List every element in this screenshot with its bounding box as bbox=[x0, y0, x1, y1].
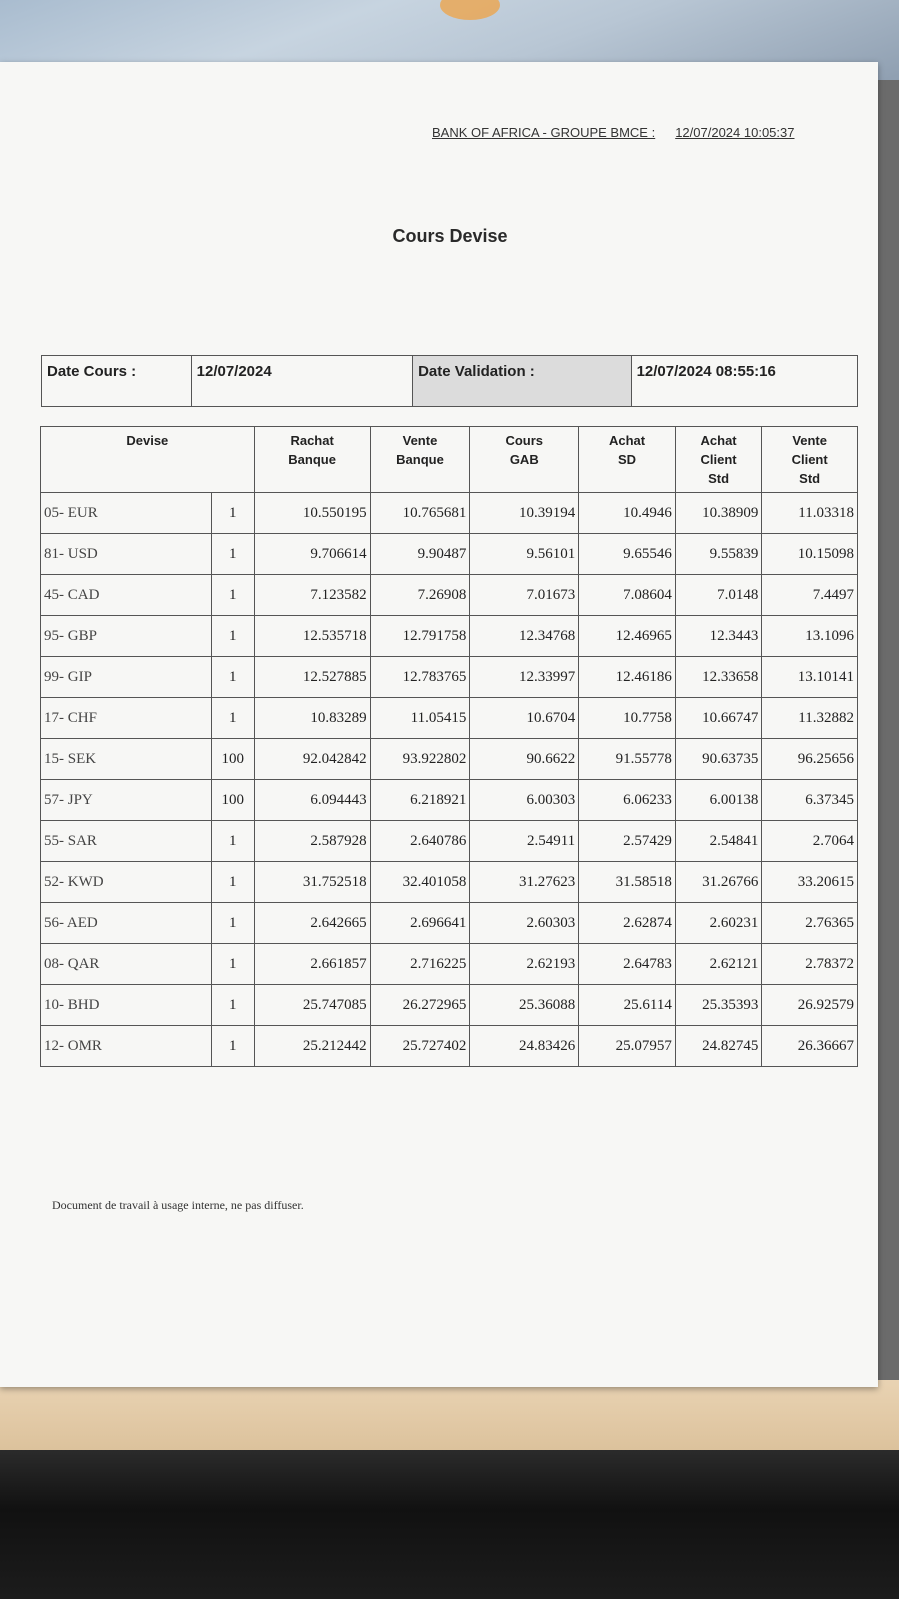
unit-cell: 1 bbox=[211, 575, 254, 616]
unit-cell: 1 bbox=[211, 903, 254, 944]
vente-banque-cell: 6.218921 bbox=[370, 780, 470, 821]
currency-code-cell: 08- QAR bbox=[41, 944, 212, 985]
date-cours-label: Date Cours : bbox=[42, 356, 192, 406]
achat-client-std-cell: 2.60231 bbox=[675, 903, 761, 944]
achat-sd-cell: 2.57429 bbox=[579, 821, 676, 862]
achat-client-std-cell: 9.55839 bbox=[675, 534, 761, 575]
cours-gab-cell: 12.34768 bbox=[470, 616, 579, 657]
cours-gab-cell: 2.54911 bbox=[470, 821, 579, 862]
achat-sd-cell: 12.46965 bbox=[579, 616, 676, 657]
rachat-banque-cell: 2.661857 bbox=[254, 944, 370, 985]
vente-client-std-cell: 11.03318 bbox=[762, 493, 858, 534]
rachat-banque-cell: 12.527885 bbox=[254, 657, 370, 698]
table-row bbox=[41, 534, 858, 575]
rachat-banque-cell: 92.042842 bbox=[254, 739, 370, 780]
currency-code-cell: 12- OMR bbox=[41, 1026, 212, 1067]
achat-client-std-cell: 12.3443 bbox=[675, 616, 761, 657]
print-timestamp: 12/07/2024 10:05:37 bbox=[675, 125, 795, 140]
achat-sd-cell: 6.06233 bbox=[579, 780, 676, 821]
rates-body bbox=[41, 493, 858, 1067]
table-row bbox=[41, 1026, 858, 1067]
achat-client-std-cell: 10.66747 bbox=[675, 698, 761, 739]
unit-cell: 1 bbox=[211, 985, 254, 1026]
rachat-banque-cell: 12.535718 bbox=[254, 616, 370, 657]
currency-code-cell: 15- SEK bbox=[41, 739, 212, 780]
header-achat-client-std: Achat Client Std bbox=[675, 427, 761, 493]
vente-client-std-cell: 11.32882 bbox=[762, 698, 858, 739]
rachat-banque-cell: 25.747085 bbox=[254, 985, 370, 1026]
vente-client-std-cell: 2.78372 bbox=[762, 944, 858, 985]
vente-banque-cell: 93.922802 bbox=[370, 739, 470, 780]
vente-banque-cell: 2.696641 bbox=[370, 903, 470, 944]
achat-client-std-cell: 10.38909 bbox=[675, 493, 761, 534]
table-row bbox=[41, 780, 858, 821]
unit-cell: 1 bbox=[211, 944, 254, 985]
currency-code-cell: 57- JPY bbox=[41, 780, 212, 821]
table-row bbox=[41, 903, 858, 944]
table-row bbox=[41, 739, 858, 780]
bank-name: BANK OF AFRICA - GROUPE BMCE : bbox=[432, 125, 656, 140]
rachat-banque-cell: 10.83289 bbox=[254, 698, 370, 739]
table-row bbox=[41, 862, 858, 903]
rates-table bbox=[40, 426, 858, 1067]
rachat-banque-cell: 31.752518 bbox=[254, 862, 370, 903]
rachat-banque-cell: 25.212442 bbox=[254, 1026, 370, 1067]
table-row bbox=[41, 616, 858, 657]
cours-gab-cell: 25.36088 bbox=[470, 985, 579, 1026]
vente-banque-cell: 25.727402 bbox=[370, 1026, 470, 1067]
table-row bbox=[41, 657, 858, 698]
vente-banque-cell: 9.90487 bbox=[370, 534, 470, 575]
achat-sd-cell: 12.46186 bbox=[579, 657, 676, 698]
date-validation-value: 12/07/2024 08:55:16 bbox=[636, 363, 776, 380]
header-achat-sd: Achat SD bbox=[579, 427, 676, 493]
table-row bbox=[41, 493, 858, 534]
desk-surface bbox=[0, 1380, 899, 1450]
achat-sd-cell: 25.07957 bbox=[579, 1026, 676, 1067]
dark-background bbox=[0, 1450, 899, 1599]
document-header bbox=[432, 125, 814, 140]
table-row bbox=[41, 698, 858, 739]
vente-client-std-cell: 13.1096 bbox=[762, 616, 858, 657]
unit-cell: 1 bbox=[211, 821, 254, 862]
vente-client-std-cell: 10.15098 bbox=[762, 534, 858, 575]
achat-client-std-cell: 24.82745 bbox=[675, 1026, 761, 1067]
vente-client-std-cell: 26.36667 bbox=[762, 1026, 858, 1067]
currency-code-cell: 99- GIP bbox=[41, 657, 212, 698]
achat-sd-cell: 9.65546 bbox=[579, 534, 676, 575]
currency-code-cell: 10- BHD bbox=[41, 985, 212, 1026]
unit-cell: 1 bbox=[211, 862, 254, 903]
rachat-banque-cell: 2.587928 bbox=[254, 821, 370, 862]
cours-gab-cell: 2.62193 bbox=[470, 944, 579, 985]
unit-cell: 100 bbox=[211, 780, 254, 821]
achat-client-std-cell: 25.35393 bbox=[675, 985, 761, 1026]
vente-banque-cell: 32.401058 bbox=[370, 862, 470, 903]
achat-sd-cell: 2.64783 bbox=[579, 944, 676, 985]
table-header-row bbox=[41, 427, 858, 493]
unit-cell: 1 bbox=[211, 698, 254, 739]
header-devise: Devise bbox=[41, 427, 255, 493]
cours-gab-cell: 7.01673 bbox=[470, 575, 579, 616]
rachat-banque-cell: 10.550195 bbox=[254, 493, 370, 534]
cours-gab-cell: 2.60303 bbox=[470, 903, 579, 944]
vente-banque-cell: 11.05415 bbox=[370, 698, 470, 739]
unit-cell: 1 bbox=[211, 1026, 254, 1067]
vente-client-std-cell: 96.25656 bbox=[762, 739, 858, 780]
cours-gab-cell: 31.27623 bbox=[470, 862, 579, 903]
cours-gab-cell: 90.6622 bbox=[470, 739, 579, 780]
header-vente-banque: Vente Banque bbox=[370, 427, 470, 493]
achat-sd-cell: 10.7758 bbox=[579, 698, 676, 739]
currency-code-cell: 56- AED bbox=[41, 903, 212, 944]
cours-gab-cell: 10.39194 bbox=[470, 493, 579, 534]
cours-gab-cell: 12.33997 bbox=[470, 657, 579, 698]
date-cours-value: 12/07/2024 bbox=[192, 356, 413, 406]
currency-code-cell: 45- CAD bbox=[41, 575, 212, 616]
unit-cell: 100 bbox=[211, 739, 254, 780]
currency-code-cell: 95- GBP bbox=[41, 616, 212, 657]
currency-code-cell: 52- KWD bbox=[41, 862, 212, 903]
table-row bbox=[41, 985, 858, 1026]
vente-client-std-cell: 13.10141 bbox=[762, 657, 858, 698]
vente-banque-cell: 2.716225 bbox=[370, 944, 470, 985]
achat-sd-cell: 7.08604 bbox=[579, 575, 676, 616]
header-rachat-banque: Rachat Banque bbox=[254, 427, 370, 493]
table-row bbox=[41, 821, 858, 862]
vente-banque-cell: 7.26908 bbox=[370, 575, 470, 616]
vente-client-std-cell: 26.92579 bbox=[762, 985, 858, 1026]
rachat-banque-cell: 2.642665 bbox=[254, 903, 370, 944]
achat-client-std-cell: 2.54841 bbox=[675, 821, 761, 862]
table-row bbox=[41, 944, 858, 985]
unit-cell: 1 bbox=[211, 657, 254, 698]
header-vente-client-std: Vente Client Std bbox=[762, 427, 858, 493]
vente-client-std-cell: 2.7064 bbox=[762, 821, 858, 862]
achat-sd-cell: 2.62874 bbox=[579, 903, 676, 944]
achat-client-std-cell: 90.63735 bbox=[675, 739, 761, 780]
vente-banque-cell: 12.783765 bbox=[370, 657, 470, 698]
cours-gab-cell: 24.83426 bbox=[470, 1026, 579, 1067]
rachat-banque-cell: 6.094443 bbox=[254, 780, 370, 821]
date-validation-label: Date Validation : bbox=[413, 356, 631, 406]
achat-sd-cell: 31.58518 bbox=[579, 862, 676, 903]
achat-sd-cell: 25.6114 bbox=[579, 985, 676, 1026]
currency-code-cell: 17- CHF bbox=[41, 698, 212, 739]
vente-client-std-cell: 33.20615 bbox=[762, 862, 858, 903]
achat-sd-cell: 91.55778 bbox=[579, 739, 676, 780]
table-row bbox=[41, 575, 858, 616]
unit-cell: 1 bbox=[211, 534, 254, 575]
rachat-banque-cell: 9.706614 bbox=[254, 534, 370, 575]
cours-gab-cell: 9.56101 bbox=[470, 534, 579, 575]
vente-client-std-cell: 7.4497 bbox=[762, 575, 858, 616]
orange-object bbox=[440, 0, 500, 20]
currency-code-cell: 05- EUR bbox=[41, 493, 212, 534]
currency-code-cell: 55- SAR bbox=[41, 821, 212, 862]
rachat-banque-cell: 7.123582 bbox=[254, 575, 370, 616]
currency-code-cell: 81- USD bbox=[41, 534, 212, 575]
achat-client-std-cell: 6.00138 bbox=[675, 780, 761, 821]
achat-client-std-cell: 2.62121 bbox=[675, 944, 761, 985]
achat-client-std-cell: 7.0148 bbox=[675, 575, 761, 616]
vente-banque-cell: 10.765681 bbox=[370, 493, 470, 534]
achat-sd-cell: 10.4946 bbox=[579, 493, 676, 534]
footnote: Document de travail à usage interne, ne pas diffuser. bbox=[52, 1198, 304, 1212]
cours-gab-cell: 10.6704 bbox=[470, 698, 579, 739]
vente-banque-cell: 12.791758 bbox=[370, 616, 470, 657]
document-title: Cours Devise bbox=[392, 226, 508, 246]
vente-banque-cell: 2.640786 bbox=[370, 821, 470, 862]
vente-banque-cell: 26.272965 bbox=[370, 985, 470, 1026]
vente-client-std-cell: 6.37345 bbox=[762, 780, 858, 821]
vente-client-std-cell: 2.76365 bbox=[762, 903, 858, 944]
cours-gab-cell: 6.00303 bbox=[470, 780, 579, 821]
achat-client-std-cell: 31.26766 bbox=[675, 862, 761, 903]
achat-client-std-cell: 12.33658 bbox=[675, 657, 761, 698]
unit-cell: 1 bbox=[211, 616, 254, 657]
header-cours-gab: Cours GAB bbox=[470, 427, 579, 493]
unit-cell: 1 bbox=[211, 493, 254, 534]
date-box bbox=[41, 355, 858, 407]
